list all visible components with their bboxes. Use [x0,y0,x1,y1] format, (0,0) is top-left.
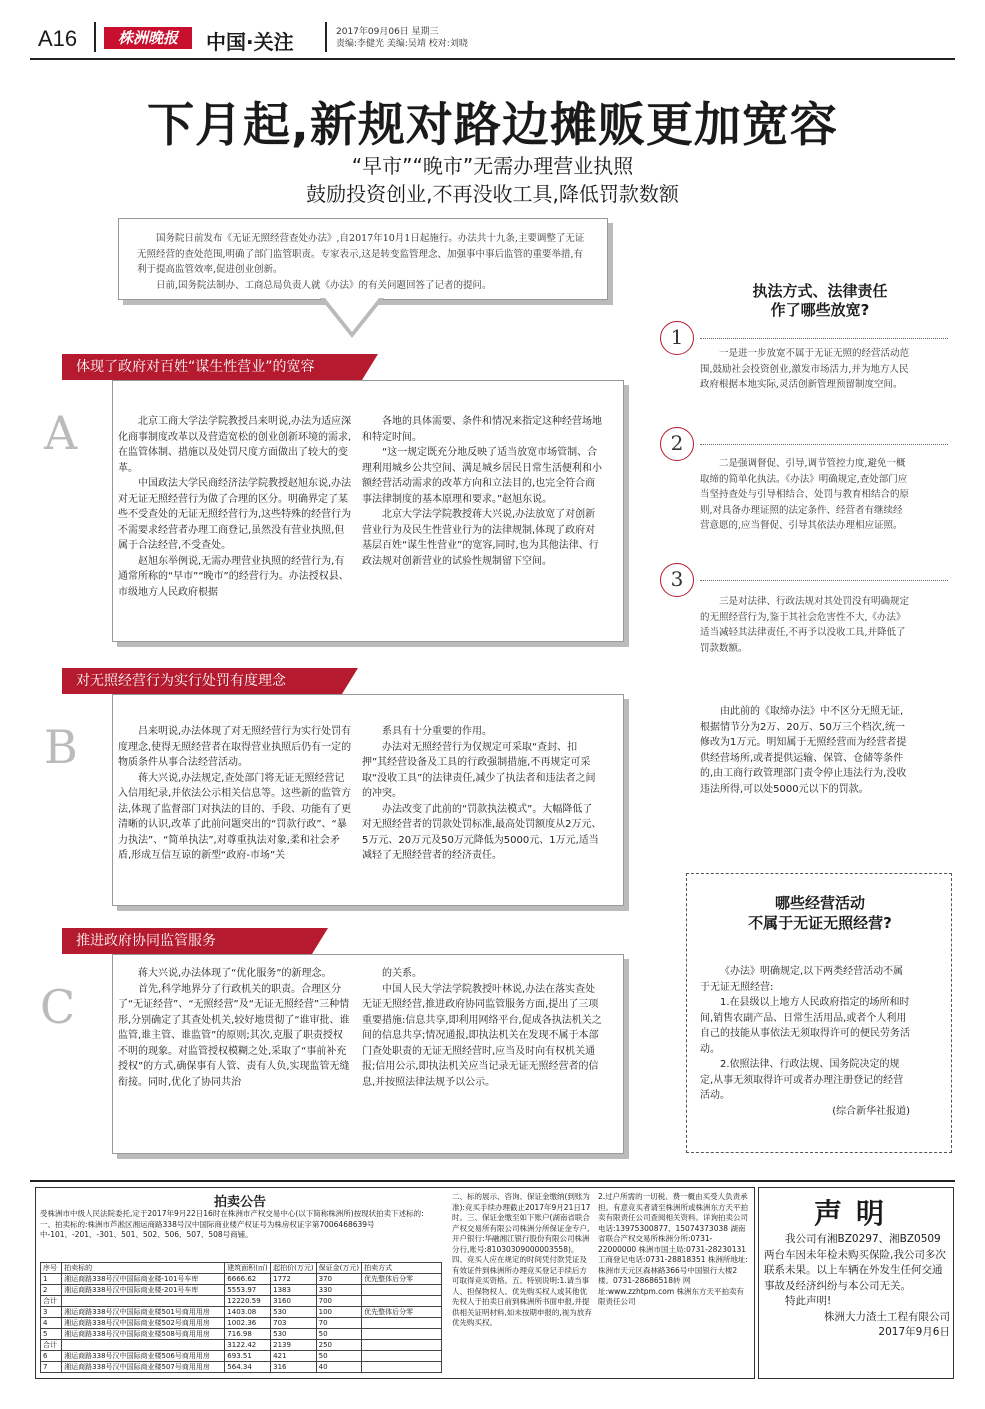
number-circle-3: 3 [660,563,694,597]
section-a-letter: A [44,406,78,460]
table-cell: 湘运商路338号汉中国际商业楼507号商用用房 [62,1362,225,1373]
table-cell: 优先整体后分零 [362,1307,442,1318]
table-cell: 530 [271,1307,316,1318]
table-cell: 3160 [271,1296,316,1307]
paragraph: 首先,科学地界分了行政机关的职责。合理区分了“无证经营”、“无照经营”及“无证无照经营”三种情形,分别确定了其查处机关,较好地贯彻了“谁审批、谁监管,谁主管、谁监管”的原则;其次,克服了职责授权不明的现象。对监管授权模糊之处,采取了“事前补充授权”的方式,确保事有人管、责有人负,实现监管无缝衔接。同时,优化了协同共治 [118,983,350,1088]
title-line: 不属于无证无照经营? [748,914,892,932]
table-row [41,1318,442,1329]
statement-title: 声明 [813,1197,898,1230]
section-a-banner: 体现了政府对百姓“谋生性营业”的宽容 [62,354,362,380]
faq-item: 2.依照法律、行政法规、国务院决定的规定,从事无须取得许可或者办理注册登记的经营活动。 [700,1059,904,1101]
section-b-letter: B [44,720,78,774]
statement-company: 株洲大力渣土工程有限公司 [824,1310,950,1323]
paragraph: 系具有十分重要的作用。 [382,726,492,737]
faq-box-title [690,893,950,933]
table-row [41,1285,442,1296]
right-extra [700,704,910,797]
right-item-1 [700,346,912,393]
statement-date: 2017年9月6日 [878,1326,950,1338]
table-cell: 50 [316,1329,361,1340]
table-row [41,1351,442,1362]
newspaper-logo: 株洲晚报 [104,27,192,49]
table-cell [62,1296,225,1307]
title-line: 作了哪些放宽? [770,301,870,319]
table-cell: 100 [316,1307,361,1318]
auction-title: 拍卖公告 [213,1195,266,1210]
table-cell: 6 [41,1351,62,1362]
table-cell: 优先整体后分零 [362,1274,442,1285]
auction-table-wrap [40,1262,442,1373]
section-title: 中国·关注 [206,30,294,54]
table-cell: 5 [41,1329,62,1340]
table-cell [362,1285,442,1296]
section-a-col2 [362,414,602,569]
table-cell [362,1329,442,1340]
table-cell: 建筑面积(㎡) [225,1263,271,1274]
paragraph: 办法改变了此前的“罚款执法模式”。大幅降低了对无照经营者的罚款处罚标准,最高处罚额度从2万元、5万元、20万元及50万元降低为5000元、1万元,适当减轻了无照经营者的经济责任。 [362,803,602,861]
intro-paragraph: 国务院日前发布《无证无照经营查处办法》,自2017年10月1日起施行。办法共十九条,主要调整了无证无照经营的查处范围,明确了部门监管职责。专家表示,这是转变监管理念、加强事中事后监管的重要举措,有利于提高监管效率,促进创业创新。 [137,233,585,275]
table-cell: 起拍价(万元) [271,1263,316,1274]
table-cell: 湘运商路338号汉中国际商业楼-101号车库 [62,1274,225,1285]
table-cell [362,1340,442,1351]
table-cell: 316 [271,1362,316,1373]
table-cell: 2 [41,1285,62,1296]
table-cell: 湘运商路338号汉中国际商业楼501号商用用房 [62,1307,225,1318]
banner-tail [342,668,358,694]
statement-body [764,1232,950,1341]
table-cell: 6666.62 [225,1274,271,1285]
dotted-rule [700,580,948,581]
right-column-title [690,282,950,320]
paragraph: “这一规定既充分地反映了适当放宽市场管制、合理利用城乡公共空间、满足城乡居民日常生活便利和小额经营活动需求的改革方向和立法目的,也完全符合商事法律制度的基本原理和要求。”赵旭东说。 [362,447,602,505]
section-b-col2 [362,724,602,864]
auction-intro-text: 受株洲市中级人民法院委托,定于2017年9月22日16时在株洲市产权交易中心(以下简称株洲所)按现状拍卖下述标的: [40,1209,424,1218]
auction-col2: 二、标的展示、咨询、保证金缴纳(到账为准):竞买手续办理截止2017年9月21日17时。三、保证金缴至如下账户(湖南省联合产权交易所有限公司株洲分所保证金专户,开户银行:华融湘江银行股份有限公司株洲分行,账号:81030309000003558)。四、竞买人应在规定的时间凭付款凭证及有效证件到株洲所办理竞买登记手续后方可取得竞买资格。五、特别说明:1.请当事人、担保物权人、优先购买权人或其他优先权人于拍卖日前到株洲所书面申报,并提供相关证明材料,如未按期申报的,视为放弃优先购买权。 [452,1192,592,1327]
section-c-letter: C [40,980,76,1034]
table-cell: 1 [41,1274,62,1285]
table-cell: 564.34 [225,1362,271,1373]
subheadline-2: 鼓励投资创业,不再没收工具,降低罚款数额 [306,182,679,206]
table-cell: 序号 [41,1263,62,1274]
table-cell: 1403.08 [225,1307,271,1318]
paragraph: 中国政法大学民商经济法学院教授赵旭东说,办法对无证无照经营行为做了合理的区分。明确界定了某些不受查处的无证无照经营行为,这些特殊的经营行为不需要求经营者办理工商登记,虽然没有营业执照,但属于合法经营,不受查处。 [118,478,352,551]
faq-intro: 《办法》明确规定,以下两类经营活动不属于无证无照经营: [700,966,904,993]
publication-info [336,26,468,50]
source-credit: (综合新华社报道) [832,1105,910,1117]
table-cell: 12220.59 [225,1296,271,1307]
table-cell: 330 [316,1285,361,1296]
paragraph: 吕来明说,办法体现了对无照经营行为实行处罚有度理念,使得无照经营者在取得营业执照后仍有一定的物质条件从事合法经营活动。 [118,726,352,768]
table-cell: 保证金(万元) [316,1263,361,1274]
table-row [41,1296,442,1307]
paragraph: 各地的具体需要、条件和情况来指定这种经营场地和特定时间。 [362,416,602,443]
right-item-2 [700,456,912,534]
number-circle-1: 1 [660,321,694,355]
auction-table [40,1262,442,1373]
table-cell [362,1318,442,1329]
table-cell [362,1351,442,1362]
table-cell: 湘运商路338号汉中国际商业楼508号商用用房 [62,1329,225,1340]
section-b-banner: 对无照经营行为实行处罚有度理念 [62,668,342,694]
editor-line: 责编:李健光 美编:吴靖 校对:刘晓 [336,39,468,49]
table-row [41,1329,442,1340]
table-cell [362,1296,442,1307]
right-item-text: 三是对法律、行政法规对其处罚没有明确规定的无照经营行为,鉴于其社会危害性不大,《办法》适当减轻其法律责任,不再予以没收工具,并降低了罚款数额。 [700,596,910,654]
paragraph: 北京大学法学院教授蒋大兴说,办法放宽了对创新营业行为及民生性营业行为的法律规制,体现了政府对基层百姓“谋生性营业”的宽容,同时,也为其他法律、行政法规对创新营业的试验性规制留下空间。 [362,509,599,567]
table-row [41,1362,442,1373]
section-c-col1 [118,966,352,1090]
table-header-row [41,1263,442,1274]
table-cell [362,1362,442,1373]
table-cell: 湘运商路338号汉中国际商业楼502号商用用房 [62,1318,225,1329]
auction-col3: 2.过户所需的一切税、费一概由买受人负责承担。有意竞买者请至株洲所或株洲东方天平拍卖有限责任公司查阅相关资料。详询拍卖公司电话:13975300877、15074373038 湖南省联合产权交易所株洲分所:0731-22000000 株洲市国土局:0731-28230131 工商登记电话:0731-28818351 株洲所地址:株洲市天元区森林路366号中国银行大楼2楼。0731-28686518转 网址:www.zzhtpm.com 株洲东方天平拍卖有限责任公司 [598,1192,748,1306]
table-cell: 1002.36 [225,1318,271,1329]
number-circle-2: 2 [660,427,694,461]
table-cell: 湘运商路338号汉中国际商业楼506号商用用房 [62,1351,225,1362]
table-cell: 693.51 [225,1351,271,1362]
faq-item: 1.在县级以上地方人民政府指定的场所和时间,销售农副产品、日常生活用品,或者个人利用自己的技能从事依法无须取得许可的便民劳务活动。 [700,997,910,1055]
table-cell: 3122.42 [225,1340,271,1351]
table-cell: 合计 [41,1296,62,1307]
faq-box-body [700,964,910,1119]
auction-intro-text: 一、拍卖标的:株洲市芦淞区湘运商路338号汉中国际商业楼产权证号为株房权证字第7006468639号中-101、-201、-301、501、502、506、507、508号商铺。 [40,1219,375,1239]
paragraph: 赵旭东举例说,无需办理营业执照的经营行为,有通常所称的“早市”“晚市”的经营行为。办法授权县、市级地方人民政府根据 [118,555,349,598]
subheadline-1: “早市”“晚市”无需办理营业执照 [351,154,634,178]
table-cell: 1383 [271,1285,316,1296]
table-cell: 3 [41,1307,62,1318]
headline: 下月起,新规对路边摊贩更加宽容 [147,98,838,153]
date-line: 2017年09月06日 星期三 [336,27,439,37]
right-item-text: 二是强调督促、引导,调节管控力度,避免一概取缔的简单化执法。《办法》明确规定,查处部门应当坚持查处与引导相结合、处罚与教育相结合的原则,对具备办理证照的法定条件、经营者有继续经营意愿的,应当督促、引导其依法办理相应证照。 [700,458,910,531]
table-cell: 370 [316,1274,361,1285]
title-line: 执法方式、法律责任 [752,282,888,300]
dotted-rule [700,338,948,339]
header-rule [30,58,955,60]
statement-text: 我公司有湘BZ0297、湘BZ0509两台车因未年检未购买保险,我公司多次联系未果。以上车辆在外发生任何交通事故及经济纠纷与本公司无关。 [764,1233,946,1292]
table-cell: 4 [41,1318,62,1329]
table-cell: 250 [316,1340,361,1351]
table-cell: 700 [316,1296,361,1307]
right-item-3 [700,594,912,656]
statement-closing: 特此声明! [785,1295,832,1307]
masthead-divider [325,22,327,52]
dotted-rule [700,444,948,445]
banner-tail [362,354,378,380]
banner-tail [312,928,328,954]
title-line: 哪些经营活动 [774,894,865,912]
intro-box [118,218,608,300]
paragraph: 北京工商大学法学院教授吕来明说,办法为适应深化商事制度改革以及营造宽松的创业创新环境的需求,在监管体制、措施以及处罚尺度方面做出了较大的变革。 [118,416,352,474]
table-cell: 530 [271,1329,316,1340]
table-cell: 421 [271,1351,316,1362]
paragraph: 蒋大兴说,办法规定,查处部门将无证无照经营记入信用纪录,并依法公示相关信息等。这些新的监管方法,体现了监督部门对执法的目的、手段、功能有了更清晰的认识,改革了此前问题突出的“罚款行政”、“暴力执法”、“简单执法”,对尊重执法对象,柔和社会矛盾,形成互信互谅的新型“政府-市场”关 [118,772,352,861]
table-cell: 拍卖方式 [362,1263,442,1274]
intro-pointer-inner [325,298,379,332]
right-extra-text: 由此前的《取缔办法》中不区分无照无证,根据情节分为2万、20万、50万三个档次,统一修改为1万元。明知属于无照经营而为经营者提供经营场所,或者提供运输、保管、仓储等条件的,由工商行政管理部门责令停止违法行为,没收违法所得,可以处5000元以下的罚款。 [700,706,907,795]
table-row [41,1307,442,1318]
paragraph: 办法对无照经营行为仅规定可采取“查封、扣押”其经营设备及工具的行政强制措施,不再规定可采取“没收工具”的法律责任,减少了执法者和违法者之间的冲突。 [362,741,596,799]
paragraph: 中国人民大学法学院教授叶林说,办法在落实查处无证无照经营,推进政府协同监管服务方面,提出了三项重要措施:信息共享,即利用网络平台,促成各执法机关之间的信息共享;情况通报,即执法机关在发现不属于本部门查处职责的无证无照经营时,应当及时向有权机关通报;信用公示,即执法机关应当记录无证无照经营者的信息,并按照法律法规予以公示。 [362,983,602,1088]
table-cell: 70 [316,1318,361,1329]
table-cell: 716.98 [225,1329,271,1340]
page-number: A16 [38,26,78,51]
table-cell: 湘运商路338号汉中国际商业楼-201号车库 [62,1285,225,1296]
table-cell: 拍卖标的 [62,1263,225,1274]
right-item-text: 一是进一步放宽不属于无证无照的经营活动范围,鼓励社会投资创业,激发市场活力,并为地方人民政府根据本地实际,灵活创新管理预留制度空间。 [700,348,910,390]
table-cell: 50 [316,1351,361,1362]
intro-paragraph: 日前,国务院法制办、工商总局负责人就《办法》的有关问题回答了记者的提问。 [156,279,492,291]
table-cell [62,1340,225,1351]
table-cell: 7 [41,1362,62,1373]
table-cell: 合计 [41,1340,62,1351]
table-cell: 2139 [271,1340,316,1351]
auction-intro [40,1209,442,1241]
table-cell: 40 [316,1362,361,1373]
table-cell: 703 [271,1318,316,1329]
footer-rule [30,1180,955,1182]
table-row [41,1274,442,1285]
table-row [41,1340,442,1351]
table-cell: 1772 [271,1274,316,1285]
section-c-col2 [362,966,602,1090]
masthead-divider [94,22,96,52]
paragraph: 蒋大兴说,办法体现了“优化服务”的新理念。 [138,968,332,979]
section-a-col1 [118,414,352,600]
section-c-banner: 推进政府协同监管服务 [62,928,312,954]
section-b-col1 [118,724,352,864]
paragraph: 的关系。 [382,968,422,979]
table-cell: 5553.97 [225,1285,271,1296]
